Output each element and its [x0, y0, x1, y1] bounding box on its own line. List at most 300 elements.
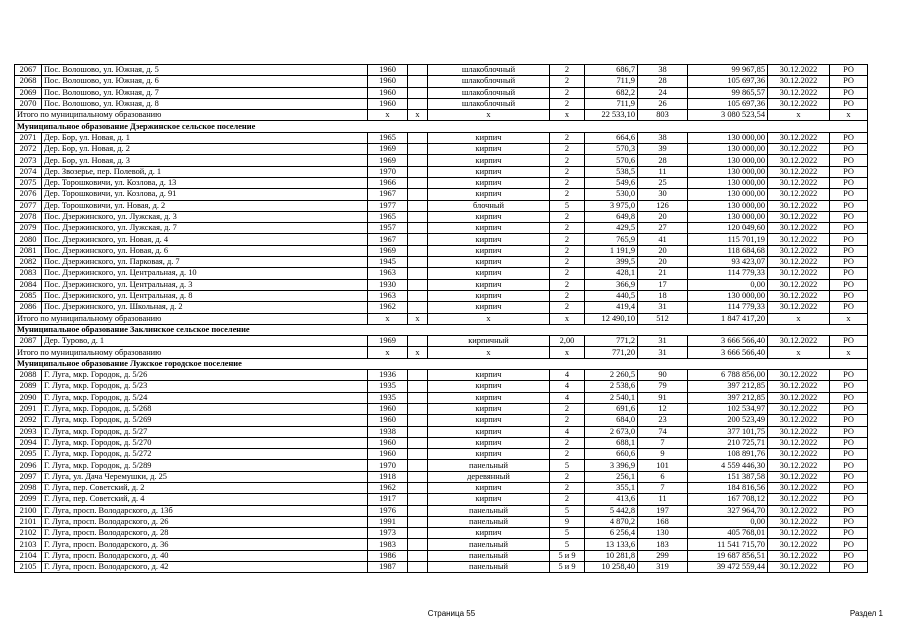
- fund-type-cell: РО: [830, 381, 868, 392]
- wall-material-cell: панельный: [428, 550, 550, 561]
- year-overhaul-cell: [408, 200, 428, 211]
- fund-type-cell: РО: [830, 76, 868, 87]
- year-overhaul-cell: [408, 302, 428, 313]
- year-built-cell: 1938: [368, 426, 408, 437]
- address-cell: Г. Луга, мкр. Городок, д. 5/24: [42, 392, 368, 403]
- cost-cell: 130 000,00: [688, 200, 768, 211]
- fund-type-cell: РО: [830, 290, 868, 301]
- wall-material-cell: панельный: [428, 516, 550, 527]
- fund-type-cell: РО: [830, 482, 868, 493]
- cost-cell: 6 788 856,00: [688, 370, 768, 381]
- cost-cell: 0,00: [688, 516, 768, 527]
- address-cell: Пос. Дзержинского, ул. Новая, д. 6: [42, 245, 368, 256]
- row-number-cell: 2071: [15, 132, 42, 143]
- area-cell: 256,1: [585, 471, 638, 482]
- floors-cell: 5: [550, 460, 585, 471]
- total-label-cell: Итого по муниципальному образованию: [15, 347, 368, 358]
- total-label-cell: Итого по муниципальному образованию: [15, 110, 368, 121]
- fund-type-cell: РО: [830, 460, 868, 471]
- wall-material-cell: кирпич: [428, 528, 550, 539]
- cost-cell: 405 768,01: [688, 528, 768, 539]
- year-overhaul-cell: [408, 257, 428, 268]
- total-x4-cell: x: [550, 110, 585, 121]
- year-overhaul-cell: [408, 381, 428, 392]
- year-overhaul-cell: [408, 516, 428, 527]
- table-row: [15, 437, 868, 448]
- area-cell: 3 975,0: [585, 200, 638, 211]
- cost-cell: 105 697,36: [688, 98, 768, 109]
- address-cell: Пос. Дзержинского, ул. Парковая, д. 7: [42, 257, 368, 268]
- table-row: [15, 426, 868, 437]
- total-x3-cell: x: [428, 313, 550, 324]
- deadline-cell: 30.12.2022: [768, 550, 830, 561]
- wall-material-cell: кирпич: [428, 279, 550, 290]
- floors-cell: 2: [550, 166, 585, 177]
- area-cell: 5 442,8: [585, 505, 638, 516]
- residents-cell: 38: [638, 132, 688, 143]
- table-row: [15, 415, 868, 426]
- fund-type-cell: РО: [830, 539, 868, 550]
- fund-type-cell: РО: [830, 223, 868, 234]
- year-overhaul-cell: [408, 482, 428, 493]
- year-built-cell: 1963: [368, 290, 408, 301]
- residents-cell: 7: [638, 482, 688, 493]
- floors-cell: 5: [550, 539, 585, 550]
- year-built-cell: 1966: [368, 177, 408, 188]
- cost-cell: 0,00: [688, 279, 768, 290]
- area-cell: 2 540,1: [585, 392, 638, 403]
- year-built-cell: 1969: [368, 155, 408, 166]
- floors-cell: 2: [550, 449, 585, 460]
- floors-cell: 5: [550, 528, 585, 539]
- year-overhaul-cell: [408, 132, 428, 143]
- fund-type-cell: РО: [830, 426, 868, 437]
- floors-cell: 2: [550, 302, 585, 313]
- cost-cell: 118 684,68: [688, 245, 768, 256]
- floors-cell: 5 и 9: [550, 550, 585, 561]
- table-row: [15, 302, 868, 313]
- cost-cell: 130 000,00: [688, 189, 768, 200]
- year-overhaul-cell: [408, 290, 428, 301]
- residents-cell: 24: [638, 87, 688, 98]
- year-overhaul-cell: [408, 528, 428, 539]
- table-row: [15, 539, 868, 550]
- fund-type-cell: РО: [830, 211, 868, 222]
- section-title: Муниципальное образование Заклинское сельское поселение: [15, 324, 868, 335]
- floors-cell: 2: [550, 290, 585, 301]
- row-number-cell: 2099: [15, 494, 42, 505]
- deadline-cell: 30.12.2022: [768, 76, 830, 87]
- row-number-cell: 2075: [15, 177, 42, 188]
- year-overhaul-cell: [408, 392, 428, 403]
- area-cell: 684,0: [585, 415, 638, 426]
- table-row: [15, 336, 868, 347]
- residents-cell: 197: [638, 505, 688, 516]
- year-built-cell: 1935: [368, 392, 408, 403]
- wall-material-cell: кирпичный: [428, 336, 550, 347]
- residents-cell: 20: [638, 245, 688, 256]
- address-cell: Дер. Бор, ул. Новая, д. 2: [42, 144, 368, 155]
- section-header-row: [15, 324, 868, 335]
- address-cell: Г. Луга, мкр. Городок, д. 5/289: [42, 460, 368, 471]
- floors-cell: 2: [550, 223, 585, 234]
- residents-cell: 23: [638, 415, 688, 426]
- area-cell: 649,8: [585, 211, 638, 222]
- total-residents-cell: 31: [638, 347, 688, 358]
- cost-cell: 327 964,70: [688, 505, 768, 516]
- address-cell: Г. Луга, мкр. Городок, д. 5/270: [42, 437, 368, 448]
- table-row: [15, 257, 868, 268]
- year-built-cell: 1945: [368, 257, 408, 268]
- cost-cell: 120 049,60: [688, 223, 768, 234]
- total-x1-cell: x: [368, 313, 408, 324]
- year-built-cell: 1973: [368, 528, 408, 539]
- total-residents-cell: 512: [638, 313, 688, 324]
- total-residents-cell: 803: [638, 110, 688, 121]
- year-built-cell: 1967: [368, 189, 408, 200]
- cost-cell: 397 212,85: [688, 392, 768, 403]
- residents-cell: 12: [638, 403, 688, 414]
- area-cell: 688,1: [585, 437, 638, 448]
- wall-material-cell: панельный: [428, 460, 550, 471]
- cost-cell: 377 101,75: [688, 426, 768, 437]
- address-cell: Г. Луга, мкр. Городок, д. 5/269: [42, 415, 368, 426]
- row-number-cell: 2068: [15, 76, 42, 87]
- fund-type-cell: РО: [830, 403, 868, 414]
- row-number-cell: 2098: [15, 482, 42, 493]
- address-cell: Пос. Волошово, ул. Южная, д. 8: [42, 98, 368, 109]
- year-overhaul-cell: [408, 144, 428, 155]
- year-overhaul-cell: [408, 87, 428, 98]
- address-cell: Г. Луга, мкр. Городок, д. 5/23: [42, 381, 368, 392]
- fund-type-cell: РО: [830, 65, 868, 76]
- deadline-cell: 30.12.2022: [768, 200, 830, 211]
- deadline-cell: 30.12.2022: [768, 460, 830, 471]
- year-built-cell: 1935: [368, 381, 408, 392]
- row-number-cell: 2074: [15, 166, 42, 177]
- area-cell: 10 281,8: [585, 550, 638, 561]
- wall-material-cell: панельный: [428, 562, 550, 573]
- year-built-cell: 1969: [368, 245, 408, 256]
- residents-cell: 26: [638, 98, 688, 109]
- cost-cell: 4 559 446,30: [688, 460, 768, 471]
- year-built-cell: 1960: [368, 403, 408, 414]
- table-row: [15, 65, 868, 76]
- floors-cell: 2: [550, 403, 585, 414]
- wall-material-cell: кирпич: [428, 155, 550, 166]
- table-row: [15, 98, 868, 109]
- deadline-cell: 30.12.2022: [768, 132, 830, 143]
- floors-cell: 2: [550, 482, 585, 493]
- section-header-row: [15, 121, 868, 132]
- fund-type-cell: РО: [830, 245, 868, 256]
- row-number-cell: 2097: [15, 471, 42, 482]
- wall-material-cell: шлакоблочный: [428, 87, 550, 98]
- year-built-cell: 1917: [368, 494, 408, 505]
- table-row: [15, 550, 868, 561]
- address-cell: Г. Луга, просп. Володарского, д. 40: [42, 550, 368, 561]
- table-row: [15, 189, 868, 200]
- table-row: [15, 381, 868, 392]
- address-cell: Дер. Торошковичи, ул. Козлова, д. 91: [42, 189, 368, 200]
- total-x1-cell: x: [368, 347, 408, 358]
- address-cell: Дер. Бор, ул. Новая, д. 1: [42, 132, 368, 143]
- year-overhaul-cell: [408, 76, 428, 87]
- residents-cell: 20: [638, 211, 688, 222]
- floors-cell: 2: [550, 155, 585, 166]
- fund-type-cell: РО: [830, 528, 868, 539]
- fund-type-cell: РО: [830, 155, 868, 166]
- fund-type-cell: РО: [830, 449, 868, 460]
- total-area-cell: 12 490,10: [585, 313, 638, 324]
- total-x5-cell: x: [768, 347, 830, 358]
- section-label: Раздел 1: [849, 609, 883, 618]
- year-overhaul-cell: [408, 460, 428, 471]
- year-overhaul-cell: [408, 155, 428, 166]
- year-overhaul-cell: [408, 494, 428, 505]
- table-row: [15, 403, 868, 414]
- table-row: [15, 528, 868, 539]
- total-x1-cell: x: [368, 110, 408, 121]
- row-number-cell: 2095: [15, 449, 42, 460]
- address-cell: Пос. Волошово, ул. Южная, д. 5: [42, 65, 368, 76]
- table-row: [15, 166, 868, 177]
- area-cell: 538,5: [585, 166, 638, 177]
- table-row: [15, 460, 868, 471]
- year-built-cell: 1970: [368, 460, 408, 471]
- deadline-cell: 30.12.2022: [768, 290, 830, 301]
- floors-cell: 2: [550, 279, 585, 290]
- wall-material-cell: кирпич: [428, 257, 550, 268]
- deadline-cell: 30.12.2022: [768, 65, 830, 76]
- floors-cell: 2: [550, 211, 585, 222]
- table-row: [15, 144, 868, 155]
- cost-cell: 11 541 715,70: [688, 539, 768, 550]
- area-cell: 6 256,4: [585, 528, 638, 539]
- row-number-cell: 2096: [15, 460, 42, 471]
- wall-material-cell: кирпич: [428, 403, 550, 414]
- table-row: [15, 471, 868, 482]
- floors-cell: 2,00: [550, 336, 585, 347]
- deadline-cell: 30.12.2022: [768, 482, 830, 493]
- cost-cell: 102 534,97: [688, 403, 768, 414]
- total-label-cell: Итого по муниципальному образованию: [15, 313, 368, 324]
- table-row: [15, 268, 868, 279]
- wall-material-cell: кирпич: [428, 132, 550, 143]
- total-x6-cell: x: [830, 110, 868, 121]
- year-built-cell: 1969: [368, 144, 408, 155]
- residents-cell: 79: [638, 381, 688, 392]
- area-cell: 1 191,9: [585, 245, 638, 256]
- cost-cell: 200 523,49: [688, 415, 768, 426]
- deadline-cell: 30.12.2022: [768, 211, 830, 222]
- row-number-cell: 2077: [15, 200, 42, 211]
- row-number-cell: 2091: [15, 403, 42, 414]
- cost-cell: 108 891,76: [688, 449, 768, 460]
- deadline-cell: 30.12.2022: [768, 257, 830, 268]
- cost-cell: 151 387,58: [688, 471, 768, 482]
- total-x2-cell: x: [408, 313, 428, 324]
- total-cost-cell: 3 080 523,54: [688, 110, 768, 121]
- row-number-cell: 2100: [15, 505, 42, 516]
- row-number-cell: 2086: [15, 302, 42, 313]
- fund-type-cell: РО: [830, 494, 868, 505]
- fund-type-cell: РО: [830, 87, 868, 98]
- deadline-cell: 30.12.2022: [768, 539, 830, 550]
- year-overhaul-cell: [408, 426, 428, 437]
- residents-cell: 31: [638, 336, 688, 347]
- residents-cell: 20: [638, 257, 688, 268]
- deadline-cell: 30.12.2022: [768, 87, 830, 98]
- row-number-cell: 2085: [15, 290, 42, 301]
- year-overhaul-cell: [408, 539, 428, 550]
- wall-material-cell: шлакоблочный: [428, 76, 550, 87]
- cost-cell: 93 423,07: [688, 257, 768, 268]
- deadline-cell: 30.12.2022: [768, 279, 830, 290]
- address-cell: Дер. Торошковичи, ул. Козлова, д. 13: [42, 177, 368, 188]
- area-cell: 682,2: [585, 87, 638, 98]
- wall-material-cell: кирпич: [428, 381, 550, 392]
- deadline-cell: 30.12.2022: [768, 426, 830, 437]
- floors-cell: 4: [550, 426, 585, 437]
- floors-cell: 5: [550, 505, 585, 516]
- year-built-cell: 1991: [368, 516, 408, 527]
- floors-cell: 5 и 9: [550, 562, 585, 573]
- address-cell: Дер. Турово, д. 1: [42, 336, 368, 347]
- wall-material-cell: кирпич: [428, 211, 550, 222]
- fund-type-cell: РО: [830, 392, 868, 403]
- wall-material-cell: кирпич: [428, 177, 550, 188]
- address-cell: Пос. Дзержинского, ул. Лужская, д. 7: [42, 223, 368, 234]
- year-built-cell: 1967: [368, 234, 408, 245]
- cost-cell: 167 708,12: [688, 494, 768, 505]
- wall-material-cell: панельный: [428, 505, 550, 516]
- row-number-cell: 2076: [15, 189, 42, 200]
- residents-cell: 31: [638, 302, 688, 313]
- residents-cell: 11: [638, 166, 688, 177]
- area-cell: 419,4: [585, 302, 638, 313]
- year-overhaul-cell: [408, 437, 428, 448]
- row-number-cell: 2092: [15, 415, 42, 426]
- residents-cell: 39: [638, 144, 688, 155]
- address-cell: Г. Луга, просп. Володарского, д. 26: [42, 516, 368, 527]
- year-overhaul-cell: [408, 189, 428, 200]
- row-number-cell: 2093: [15, 426, 42, 437]
- year-built-cell: 1960: [368, 98, 408, 109]
- address-cell: Пос. Волошово, ул. Южная, д. 7: [42, 87, 368, 98]
- fund-type-cell: РО: [830, 302, 868, 313]
- area-cell: 13 133,6: [585, 539, 638, 550]
- table-row: [15, 449, 868, 460]
- table-row: [15, 87, 868, 98]
- total-area-cell: 771,20: [585, 347, 638, 358]
- year-overhaul-cell: [408, 562, 428, 573]
- total-area-cell: 22 533,10: [585, 110, 638, 121]
- year-built-cell: 1976: [368, 505, 408, 516]
- address-cell: Пос. Дзержинского, ул. Центральная, д. 8: [42, 290, 368, 301]
- residents-cell: 21: [638, 268, 688, 279]
- table-row: [15, 279, 868, 290]
- year-built-cell: 1962: [368, 302, 408, 313]
- residents-cell: 17: [638, 279, 688, 290]
- residents-cell: 9: [638, 449, 688, 460]
- area-cell: 413,6: [585, 494, 638, 505]
- year-overhaul-cell: [408, 223, 428, 234]
- wall-material-cell: кирпич: [428, 245, 550, 256]
- year-built-cell: 1965: [368, 132, 408, 143]
- year-built-cell: 1960: [368, 76, 408, 87]
- wall-material-cell: кирпич: [428, 234, 550, 245]
- section-title: Муниципальное образование Дзержинское сельское поселение: [15, 121, 868, 132]
- wall-material-cell: кирпич: [428, 437, 550, 448]
- table-row: [15, 290, 868, 301]
- wall-material-cell: кирпич: [428, 290, 550, 301]
- floors-cell: 2: [550, 437, 585, 448]
- row-number-cell: 2080: [15, 234, 42, 245]
- area-cell: 765,9: [585, 234, 638, 245]
- row-number-cell: 2082: [15, 257, 42, 268]
- row-number-cell: 2079: [15, 223, 42, 234]
- total-x3-cell: x: [428, 347, 550, 358]
- deadline-cell: 30.12.2022: [768, 144, 830, 155]
- row-number-cell: 2087: [15, 336, 42, 347]
- total-x6-cell: x: [830, 347, 868, 358]
- fund-type-cell: РО: [830, 177, 868, 188]
- year-built-cell: 1963: [368, 268, 408, 279]
- fund-type-cell: РО: [830, 279, 868, 290]
- total-cost-cell: 3 666 566,40: [688, 347, 768, 358]
- residents-cell: 18: [638, 290, 688, 301]
- floors-cell: 2: [550, 268, 585, 279]
- row-number-cell: 2101: [15, 516, 42, 527]
- floors-cell: 2: [550, 234, 585, 245]
- fund-type-cell: РО: [830, 166, 868, 177]
- deadline-cell: 30.12.2022: [768, 155, 830, 166]
- deadline-cell: 30.12.2022: [768, 166, 830, 177]
- year-overhaul-cell: [408, 234, 428, 245]
- subtotal-row: [15, 347, 868, 358]
- residents-cell: 28: [638, 155, 688, 166]
- row-number-cell: 2069: [15, 87, 42, 98]
- wall-material-cell: кирпич: [428, 223, 550, 234]
- residents-cell: 38: [638, 65, 688, 76]
- fund-type-cell: РО: [830, 268, 868, 279]
- total-x4-cell: x: [550, 347, 585, 358]
- row-number-cell: 2072: [15, 144, 42, 155]
- total-x5-cell: x: [768, 313, 830, 324]
- cost-cell: 99 865,57: [688, 87, 768, 98]
- cost-cell: 130 000,00: [688, 166, 768, 177]
- table-row: [15, 245, 868, 256]
- year-overhaul-cell: [408, 449, 428, 460]
- table-row: [15, 155, 868, 166]
- area-cell: 664,6: [585, 132, 638, 143]
- fund-type-cell: РО: [830, 415, 868, 426]
- register-sheet: [14, 64, 867, 573]
- floors-cell: 2: [550, 144, 585, 155]
- subtotal-row: [15, 110, 868, 121]
- total-x2-cell: x: [408, 347, 428, 358]
- residents-cell: 183: [638, 539, 688, 550]
- area-cell: 440,5: [585, 290, 638, 301]
- row-number-cell: 2089: [15, 381, 42, 392]
- deadline-cell: 30.12.2022: [768, 516, 830, 527]
- row-number-cell: 2083: [15, 268, 42, 279]
- year-built-cell: 1960: [368, 437, 408, 448]
- floors-cell: 4: [550, 392, 585, 403]
- year-built-cell: 1986: [368, 550, 408, 561]
- year-overhaul-cell: [408, 471, 428, 482]
